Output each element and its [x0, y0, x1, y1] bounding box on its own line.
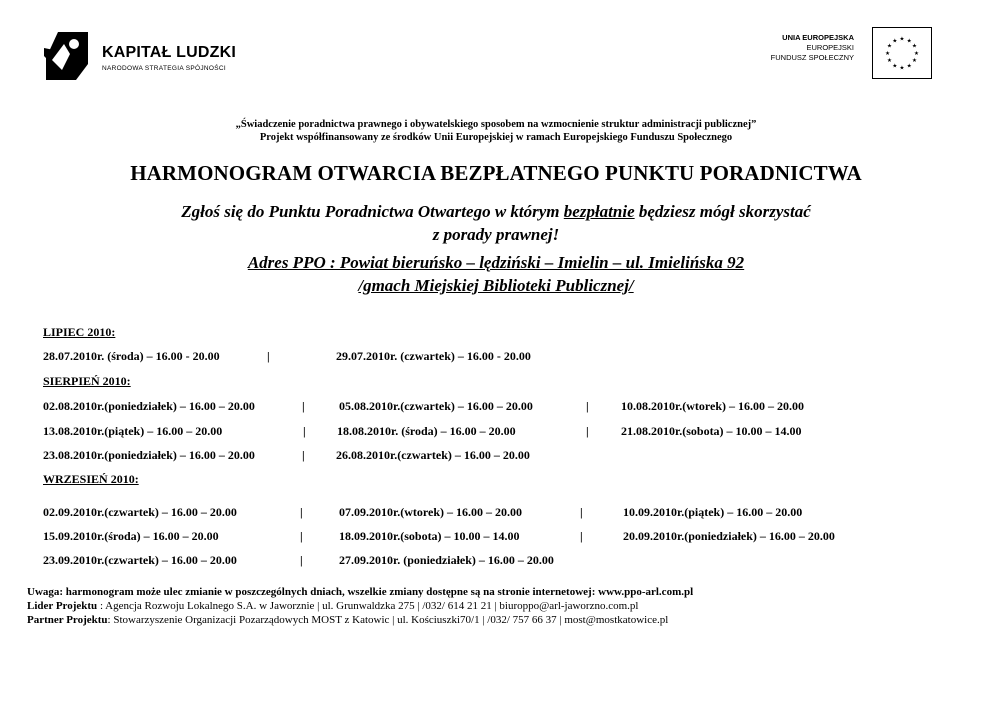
eu-logo-line2: EUROPEJSKI [806, 43, 854, 52]
month-heading-september: WRZESIEŃ 2010: [43, 472, 139, 486]
intro-line-2: z porady prawnej! [432, 225, 560, 244]
svg-text:★: ★ [911, 58, 918, 65]
eu-logo [742, 27, 934, 83]
footer-partner [27, 614, 668, 626]
column-separator: | [302, 448, 305, 462]
schedule-entry: 15.09.2010r.(środa) – 16.00 – 20.00 [43, 529, 219, 543]
svg-text:★: ★ [884, 50, 891, 57]
kapital-ludzki-logo [44, 28, 274, 84]
svg-text:★: ★ [892, 63, 898, 70]
svg-text:★: ★ [913, 50, 920, 57]
column-separator: | [267, 349, 270, 363]
month-heading-august: SIERPIEŃ 2010: [43, 374, 131, 388]
schedule-entry: 02.09.2010r.(czwartek) – 16.00 – 20.00 [43, 505, 237, 519]
kapital-ludzki-title: KAPITAŁ LUDZKI [102, 44, 237, 61]
svg-text:★: ★ [911, 43, 918, 50]
schedule-entry: 02.08.2010r.(poniedziałek) – 16.00 – 20.00 [43, 399, 255, 413]
column-separator: | [300, 529, 303, 543]
column-separator: | [580, 505, 583, 519]
schedule-entry: 26.08.2010r.(czwartek) – 16.00 – 20.00 [336, 448, 530, 462]
svg-text:★: ★ [886, 58, 893, 65]
svg-text:★: ★ [906, 63, 912, 70]
month-heading-july: LIPIEC 2010: [43, 325, 116, 339]
schedule-entry: 28.07.2010r. (środa) – 16.00 - 20.00 [43, 349, 220, 363]
footer-partner-label: Partner Projektu [27, 614, 108, 626]
schedule-entry: 29.07.2010r. (czwartek) – 16.00 - 20.00 [336, 349, 531, 363]
svg-text:★: ★ [906, 38, 912, 45]
schedule-entry: 23.09.2010r.(czwartek) – 16.00 – 20.00 [43, 553, 237, 567]
column-separator: | [300, 553, 303, 567]
kapital-ludzki-emblem-icon [44, 30, 90, 82]
schedule-entry: 10.09.2010r.(piątek) – 16.00 – 20.00 [623, 505, 803, 519]
eu-logo-line3: FUNDUSZ SPOŁECZNY [770, 53, 854, 62]
svg-text:★: ★ [899, 36, 905, 43]
column-separator: | [580, 529, 583, 543]
eu-logo-line1: UNIA EUROPEJSKA [782, 33, 854, 42]
schedule-entry: 13.08.2010r.(piątek) – 16.00 – 20.00 [43, 424, 223, 438]
intro-line-1 [0, 202, 992, 222]
address-line-2: /gmach Miejskiej Biblioteki Publicznej/ [358, 276, 634, 295]
schedule-entry: 18.09.2010r.(sobota) – 10.00 – 14.00 [339, 529, 520, 543]
project-funding: Projekt współfinansowany ze środków Unii Europejskiej w ramach Europejskiego Funduszu Społecznego [259, 132, 733, 143]
intro-text-pre: Zgłoś się do Punktu Poradnictwa Otwartego w którym [181, 202, 564, 221]
footer-note: Uwaga: harmonogram może ulec zmianie w poszczególnych dniach, wszelkie zmiany dostępne są na stronie internetowej: www.ppo-arl.com.pl [27, 586, 694, 598]
kapital-ludzki-subtitle: NARODOWA STRATEGIA SPÓJNOŚCI [102, 65, 226, 72]
svg-text:★: ★ [899, 65, 905, 72]
column-separator: | [303, 424, 306, 438]
column-separator: | [586, 399, 589, 413]
schedule-entry: 27.09.2010r. (poniedziałek) – 16.00 – 20.00 [339, 553, 554, 567]
intro-text-post: będziesz mógł skorzystać [634, 202, 811, 221]
schedule-entry: 10.08.2010r.(wtorek) – 16.00 – 20.00 [621, 399, 804, 413]
column-separator: | [302, 399, 305, 413]
column-separator: | [586, 424, 589, 438]
footer-leader [27, 600, 638, 612]
schedule-entry: 23.08.2010r.(poniedziałek) – 16.00 – 20.00 [43, 448, 255, 462]
footer-leader-label: Lider Projektu [27, 600, 98, 612]
schedule-entry: 20.09.2010r.(poniedziałek) – 16.00 – 20.00 [623, 529, 835, 543]
footer-leader-text: : Agencja Rozwoju Lokalnego S.A. w Jaworznie | ul. Grunwaldzka 275 | /032/ 614 21 21 | biuroppo@arl-jaworzno.com.pl [97, 600, 639, 612]
eu-logo-text [771, 33, 854, 63]
schedule-entry: 05.08.2010r.(czwartek) – 16.00 – 20.00 [339, 399, 533, 413]
project-name: „Świadczenie poradnictwa prawnego i obywatelskiego sposobem na wzmocnienie struktur administracji publicznej” [235, 119, 757, 130]
svg-text:★: ★ [886, 43, 893, 50]
intro-text-underlined: bezpłatnie [563, 202, 635, 221]
page-title: HARMONOGRAM OTWARCIA BEZPŁATNEGO PUNKTU PORADNICTWA [130, 161, 862, 185]
column-separator: | [300, 505, 303, 519]
svg-text:★: ★ [892, 38, 898, 45]
schedule-entry: 07.09.2010r.(wtorek) – 16.00 – 20.00 [339, 505, 522, 519]
address-line-1: Adres PPO : Powiat bieruńsko – lędziński – Imielin – ul. Imielińska 92 [247, 253, 745, 272]
eu-stars-flag-icon [872, 27, 932, 79]
schedule-entry: 21.08.2010r.(sobota) – 10.00 – 14.00 [621, 424, 802, 438]
schedule-entry: 18.08.2010r. (środa) – 16.00 – 20.00 [337, 424, 516, 438]
footer-partner-text: : Stowarzyszenie Organizacji Pozarządowych MOST z Katowic | ul. Kościuszki70/1 | /032/ 757 66 37 | most@mostkatowice.pl [107, 614, 669, 626]
